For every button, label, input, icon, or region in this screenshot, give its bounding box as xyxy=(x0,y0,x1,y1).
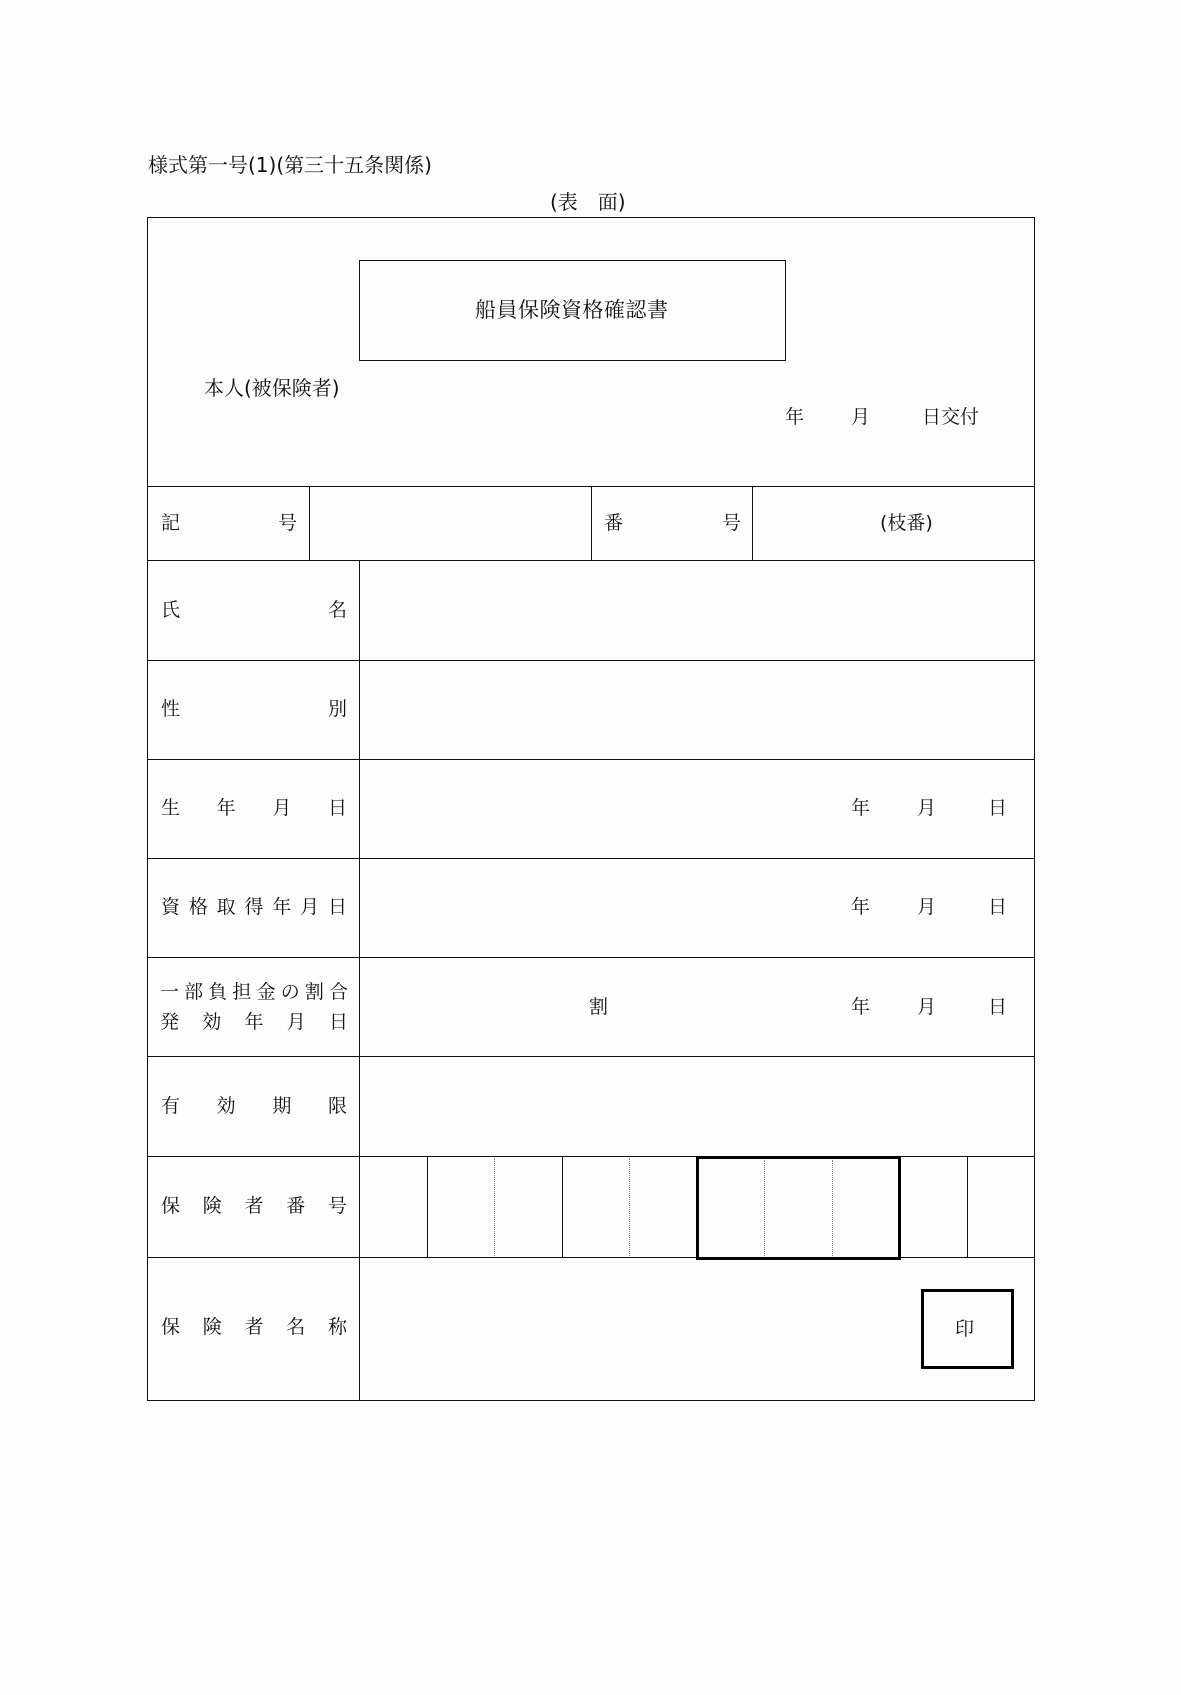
sex-label xyxy=(161,698,347,720)
label-char: 一 xyxy=(160,981,180,1003)
row-divider xyxy=(147,1056,1035,1057)
label-char: 日 xyxy=(327,797,347,819)
digit-divider-dotted xyxy=(629,1158,630,1256)
birth-month: 月 xyxy=(917,797,937,819)
label-char: 年 xyxy=(216,797,236,819)
label-char: 効 xyxy=(216,1095,236,1117)
label-char: の xyxy=(280,981,300,1003)
col-divider xyxy=(752,486,753,560)
name-label xyxy=(161,599,347,621)
label-char: 保 xyxy=(161,1195,181,1217)
row-divider xyxy=(147,759,1035,760)
label-char: 期 xyxy=(272,1095,292,1117)
copay-year: 年 xyxy=(851,996,871,1018)
issue-month: 月 xyxy=(851,406,871,428)
insurer-digit-8[interactable] xyxy=(834,1160,897,1256)
label-char: 険 xyxy=(202,1195,222,1217)
acquisition-month: 月 xyxy=(917,896,937,918)
label-char: 格 xyxy=(188,896,208,918)
label-char: 険 xyxy=(202,1316,222,1338)
row-divider xyxy=(147,660,1035,661)
copay-ratio-unit: 割 xyxy=(589,996,609,1018)
digit-divider-dotted xyxy=(494,1158,495,1256)
label-char: 月 xyxy=(286,1011,306,1033)
insurer-digit-1[interactable] xyxy=(361,1158,426,1256)
label-char: 日 xyxy=(327,896,347,918)
acquisition-year: 年 xyxy=(851,896,871,918)
insurer-digit-2[interactable] xyxy=(429,1158,493,1256)
issue-day: 日交付 xyxy=(922,406,980,428)
label-char: 号 xyxy=(277,512,297,534)
birth-year: 年 xyxy=(851,797,871,819)
row-divider xyxy=(147,858,1035,859)
acquisition-day: 日 xyxy=(988,896,1008,918)
digit-divider xyxy=(427,1156,428,1257)
copay-month: 月 xyxy=(917,996,937,1018)
label-char: 保 xyxy=(161,1316,181,1338)
label-char: 取 xyxy=(216,896,236,918)
label-char: 者 xyxy=(244,1195,264,1217)
issue-year: 年 xyxy=(785,406,805,428)
copay-label-line1 xyxy=(160,981,348,1003)
label-char: 限 xyxy=(327,1095,347,1117)
label-char: 資 xyxy=(161,896,181,918)
digit-divider-dotted xyxy=(832,1160,833,1256)
label-char: 得 xyxy=(244,896,264,918)
label-char: 有 xyxy=(161,1095,181,1117)
insurer-digit-3[interactable] xyxy=(496,1158,561,1256)
name-field[interactable] xyxy=(362,562,1032,658)
label-char: 負 xyxy=(208,981,228,1003)
row-divider xyxy=(147,957,1035,958)
label-char: 年 xyxy=(244,1011,264,1033)
holder-label: 本人(被保険者) xyxy=(204,376,340,400)
label-char: 称 xyxy=(327,1316,347,1338)
label-char: 氏 xyxy=(161,599,181,621)
insurer-name-field[interactable] xyxy=(362,1260,912,1398)
label-char: 月 xyxy=(272,797,292,819)
label-char: 効 xyxy=(202,1011,222,1033)
label-char: 別 xyxy=(327,698,347,720)
label-char: 部 xyxy=(184,981,204,1003)
acquisition-date-label xyxy=(161,896,347,918)
certificate-title: 船員保険資格確認書 xyxy=(475,298,669,322)
label-char: 番 xyxy=(286,1195,306,1217)
page-side-label: (表 面) xyxy=(550,190,626,214)
label-char: 名 xyxy=(327,599,347,621)
insurer-digit-5[interactable] xyxy=(631,1158,695,1256)
label-char: 金 xyxy=(256,981,276,1003)
label-char: 生 xyxy=(161,797,181,819)
label-char: 番 xyxy=(604,512,624,534)
seal-mark: 印 xyxy=(955,1318,975,1340)
label-char: 月 xyxy=(300,896,320,918)
sex-field[interactable] xyxy=(362,662,1032,757)
label-char: 年 xyxy=(272,896,292,918)
symbol-field[interactable] xyxy=(311,488,590,559)
insurer-digit-6[interactable] xyxy=(700,1160,763,1256)
birth-date-label xyxy=(161,797,347,819)
label-char: 担 xyxy=(232,981,252,1003)
row-divider xyxy=(147,1257,1035,1258)
copay-label-line2 xyxy=(160,1011,348,1033)
label-char: 発 xyxy=(160,1011,180,1033)
col-divider xyxy=(309,486,310,560)
label-char: 合 xyxy=(328,981,348,1003)
copay-day: 日 xyxy=(988,996,1008,1018)
label-char: 号 xyxy=(721,512,741,534)
branch-number-label: (枝番) xyxy=(880,512,933,534)
label-char: 日 xyxy=(328,1011,348,1033)
label-char: 者 xyxy=(244,1316,264,1338)
insurer-digit-7[interactable] xyxy=(766,1160,831,1256)
digit-divider-dotted xyxy=(764,1160,765,1256)
digit-divider xyxy=(562,1156,563,1257)
label-column-divider xyxy=(359,560,360,1401)
label-char: 名 xyxy=(286,1316,306,1338)
symbol-label xyxy=(161,512,297,534)
insurer-digit-10[interactable] xyxy=(969,1158,1033,1256)
label-char: 性 xyxy=(161,698,181,720)
birth-day: 日 xyxy=(988,797,1008,819)
insurer-digit-4[interactable] xyxy=(564,1158,628,1256)
col-divider xyxy=(591,486,592,560)
expiry-label xyxy=(161,1095,347,1117)
number-label xyxy=(604,512,741,534)
form-number: 様式第一号(1)(第三十五条関係) xyxy=(148,153,432,177)
insurer-name-label xyxy=(161,1316,347,1338)
label-char: 号 xyxy=(327,1195,347,1217)
label-char: 記 xyxy=(161,512,181,534)
expiry-field[interactable] xyxy=(362,1058,1032,1154)
row-divider xyxy=(147,1156,1035,1157)
label-char: 割 xyxy=(304,981,324,1003)
insurer-digit-9[interactable] xyxy=(902,1158,966,1256)
row-divider xyxy=(147,560,1035,561)
digit-divider xyxy=(967,1156,968,1257)
insurer-number-label xyxy=(161,1195,347,1217)
